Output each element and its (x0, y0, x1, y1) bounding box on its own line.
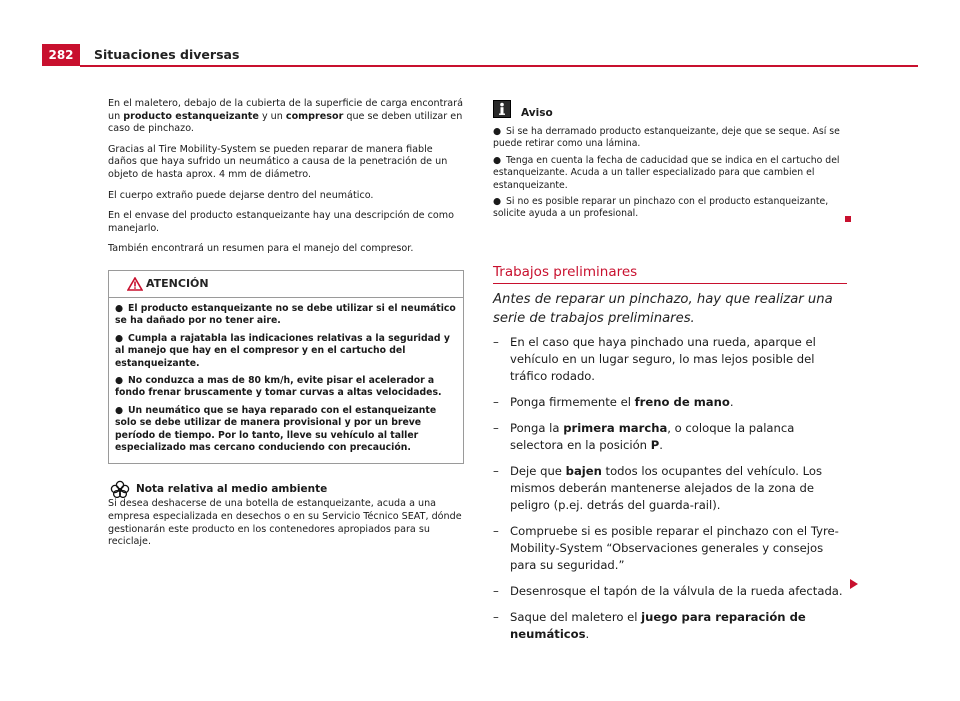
list-item (493, 609, 849, 643)
page-number: 282 (42, 44, 80, 66)
text-run: Compruebe si es posible reparar el pinchazo con el Tyre-Mobility-System “Observaciones generales y consejos para su seguridad.” (510, 524, 839, 572)
list-item (493, 583, 849, 600)
section-title: Situaciones diversas (94, 47, 240, 62)
dash-marker: – (493, 584, 499, 598)
warning-list (109, 298, 463, 463)
list-item (493, 394, 849, 411)
text-run: Saque del maletero el (510, 610, 642, 624)
dash-marker: – (493, 335, 499, 349)
warning-title: ATENCIÓN (146, 276, 209, 290)
text-run: En el caso que haya pinchado una rueda, aparque el vehículo en un lugar seguro, lo mas lejos posible del tráfico rodado. (510, 335, 816, 383)
bullet-icon: ● (115, 404, 124, 416)
bold-text: primera marcha (563, 421, 668, 435)
header-rule (80, 65, 918, 67)
warning-item: ● Cumpla a rajatabla las indicaciones relativas a la seguridad y al manejo que hay en el compresor y en el cartucho del estanqueizante. (115, 332, 450, 369)
text-run: . (659, 438, 663, 452)
dash-marker: – (493, 421, 499, 435)
bullet-icon: ● (115, 374, 124, 386)
warning-triangle-icon (127, 276, 143, 295)
bold-text: P (650, 438, 660, 452)
steps-list (493, 334, 849, 652)
dash-marker: – (493, 395, 499, 409)
text-run: En el maletero, debajo de la cubierta de la superficie de carga encontrará un (108, 98, 463, 122)
paragraph-compressor: También encontrará un resumen para el manejo del compresor. (108, 243, 414, 255)
dash-marker: – (493, 464, 499, 478)
bold-text: producto estanqueizante (123, 110, 259, 122)
left-column (108, 98, 464, 549)
text-run: Ponga la (510, 421, 564, 435)
aviso-item: ● Si se ha derramado producto estanqueizante, deje que se seque. Así se puede retirar como una lámina. (493, 126, 840, 150)
text-run: y un (258, 110, 286, 122)
bold-text: bajen (565, 464, 602, 478)
text-run: Desenrosque el tapón de la válvula de la rueda afectada. (510, 584, 843, 598)
aviso-item: ● Si no es posible reparar un pinchazo con el producto estanqueizante, solicite ayuda a un profesional. (493, 196, 829, 220)
text-run: , o coloque la palanca selectora en la posición (510, 421, 795, 452)
environment-note-title: Nota relativa al medio ambiente (136, 483, 328, 496)
bold-text: compresor (285, 110, 344, 122)
aviso-list (493, 126, 847, 221)
bullet-icon: ● (493, 154, 502, 166)
section-intro: Antes de reparar un pinchazo, hay que realizar una serie de trabajos preliminares. (493, 292, 833, 326)
aviso-title: Aviso (521, 107, 553, 119)
end-of-section-square-icon (845, 216, 851, 222)
bullet-icon: ● (115, 332, 124, 344)
section-heading: Trabajos preliminares (493, 264, 638, 280)
list-item (493, 334, 849, 385)
warning-item: ● No conduzca a mas de 80 km/h, evite pisar el acelerador a fondo frenar bruscamente y tomar curvas a altas velocidades. (115, 374, 442, 399)
text-run: Ponga firmemente el (510, 395, 635, 409)
environment-note-text: Si desea deshacerse de una botella de estanqueizante, acuda a una empresa especializada en desechos o en su Servicio Técnico SEAT, dónde gestionarán este producto en los contenedores apropiados para su reciclaje. (108, 498, 462, 548)
text-run: Deje que (510, 464, 566, 478)
bold-text: freno de mano (634, 395, 730, 409)
environment-flower-icon (110, 480, 130, 502)
paragraph-description: En el envase del producto estanqueizante hay una descripción de como manejarlo. (108, 210, 454, 234)
heading-rule (493, 283, 847, 284)
page-header (0, 44, 960, 66)
paragraph-foreign-body: El cuerpo extraño puede dejarse dentro del neumático. (108, 189, 374, 201)
list-item (493, 420, 849, 454)
dash-marker: – (493, 524, 499, 538)
next-page-arrow-icon (850, 579, 858, 589)
dash-marker: – (493, 610, 499, 624)
info-i-icon (493, 100, 511, 118)
text-run: que se deben utilizar en caso de pinchazo. (108, 110, 463, 135)
warning-box (108, 270, 464, 464)
bullet-icon: ● (493, 126, 502, 137)
warning-header (109, 271, 463, 298)
aviso-item: ● Tenga en cuenta la fecha de caducidad que se indica en el cartucho del estanqueizante. Acuda a un taller especializado para que cambien el estanqueizante. (493, 154, 840, 191)
text-run: . (729, 395, 734, 409)
warning-item: ● Un neumático que se haya reparado con el estanqueizante solo se debe utilizar de manera provisional y por un breve período de tiempo. Por lo tanto, lleve su vehículo al taller especializado mas cercano conduciendo con precaución. (115, 404, 437, 453)
paragraph-tms: Gracias al Tire Mobility-System se pueden reparar de manera fiable daños que haya sufrido un neumático a causa de la penetración de un objeto de hasta aprox. 4 mm de diámetro. (108, 143, 448, 180)
warning-item: ● El producto estanqueizante no se debe utilizar si el neumático se ha dañado por no tener aire. (115, 302, 456, 327)
aviso-header (493, 98, 847, 122)
environment-note (108, 480, 464, 548)
text-run: todos los ocupantes del vehículo. Los mismos deberán mantenerse alejados de la zona de peligro (p.ej. detrás del guarda-rail). (510, 464, 822, 512)
text-run: . (585, 627, 590, 641)
bold-text: juego para reparación de neumáticos (510, 610, 806, 641)
bullet-icon: ● (115, 302, 124, 314)
right-column (493, 98, 847, 225)
paragraph-intro (108, 98, 464, 136)
list-item (493, 523, 849, 574)
list-item (493, 463, 849, 514)
bullet-icon: ● (493, 196, 502, 208)
